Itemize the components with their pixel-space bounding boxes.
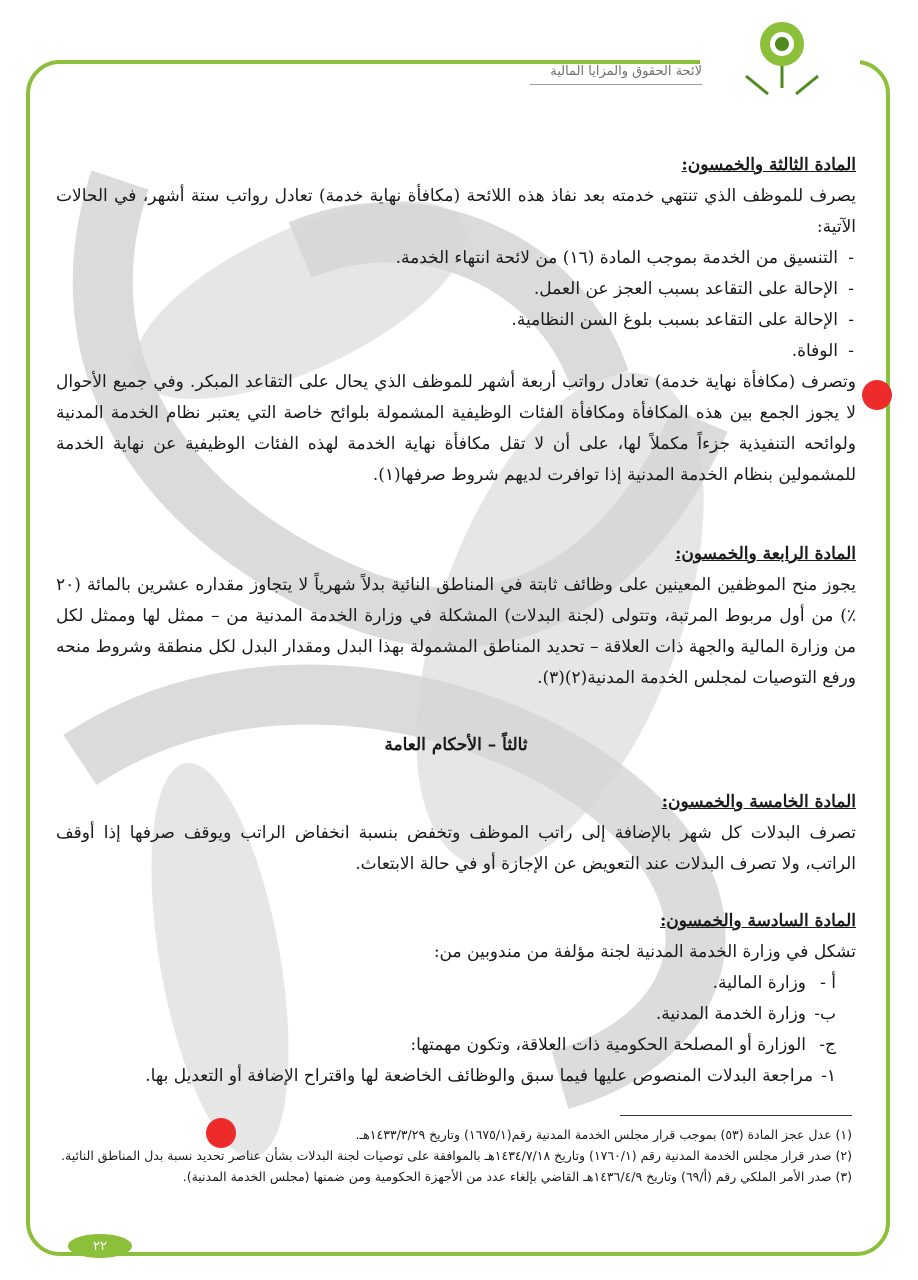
footnote-2: (٢) صدر قرار مجلس الخدمة المدنية رقم (١٧٦٠/١) وتاريخ ١٤٣٤/٧/١٨هـ بالموافقة على توصيات لجنة البدلات بشأن عناصر تحديد نسبة بدل المناطق النائية. (61, 1148, 852, 1163)
article-53-list (56, 243, 856, 367)
list-text: الوزارة أو المصلحة الحكومية ذات العلاقة، وتكون مهمتها: (410, 1035, 806, 1055)
article-56-tasks (56, 1061, 856, 1092)
article-56-heading: المادة السادسة والخمسون: (659, 911, 856, 931)
list-label: ١- (821, 1066, 836, 1086)
article-53-heading: المادة الثالثة والخمسون: (681, 155, 856, 175)
list-label: أ - (820, 973, 836, 993)
article-54-heading: المادة الرابعة والخمسون: (675, 544, 856, 564)
document-body (56, 150, 856, 1092)
article-53-paragraph-2: وتصرف (مكافأة نهاية خدمة) تعادل رواتب أربعة أشهر للموظف الذي يحال على التقاعد المبكر. وفي جميع الأحوال لا يجوز الجمع بين هذه المكافأة ومكافأة الفئات الوظيفية المشمولة بلوائح خاصة التي يعتبر نظام الخدمة المدنية ولوائحه التنفيذية جزءاً مكملاً لها، على أن لا تقل مكافأة نهاية الخدمة لهذه الفئات الوظيفية عن نهاية الخدمة للمشمولين بنظام الخدمة المدنية إذا توافرت لديهم شروط صرفها(١). (56, 372, 856, 485)
list-text: وزارة الخدمة المدنية. (655, 1004, 806, 1024)
list-item: - التنسيق من الخدمة بموجب المادة (١٦) من لائحة انتهاء الخدمة. (56, 243, 856, 274)
article-54-text: يجوز منح الموظفين المعينين على وظائف ثابتة في المناطق النائية بدلاً شهرياً لا يتجاوز مقداره عشرين بالمائة (٢٠ ٪) من أول مربوط المرتبة، وتتولى (لجنة البدلات) المشكلة في وزارة الخدمة المدنية من – ممثل لها وممثل لكل من وزارة المالية والجهة ذات العلاقة – تحديد المناطق المشمولة بهذا البدل ومقدار البدل لكل منطقة وشروط منحه ورفع التوصيات لمجلس الخدمة المدنية(٢)(٣). (56, 575, 856, 688)
header-title: لائحة الحقوق والمزايا المالية (550, 64, 702, 79)
list-item (56, 968, 836, 999)
list-item: - الإحالة على التقاعد بسبب العجز عن العمل. (56, 274, 856, 305)
section-title: ثالثاً – الأحكام العامة (384, 735, 528, 755)
palm-logo-icon (716, 14, 848, 110)
list-text: وزارة المالية. (712, 973, 806, 993)
list-text: مراجعة البدلات المنصوص عليها فيما سبق والوظائف الخاضعة لها واقتراح الإضافة أو التعديل بها. (145, 1066, 814, 1086)
spacer (56, 880, 856, 906)
footnote-rule (620, 1115, 852, 1116)
list-item (56, 1061, 836, 1092)
article-53-intro: يصرف للموظف الذي تنتهي خدمته بعد نفاذ هذه اللائحة (مكافأة نهاية خدمة) تعادل رواتب ستة أشهر، في الحالات الآتية: (56, 186, 856, 237)
spacer (56, 694, 856, 730)
list-item: - الإحالة على التقاعد بسبب بلوغ السن النظامية. (56, 305, 856, 336)
list-label: ب- (814, 1004, 836, 1024)
article-56-members (56, 968, 856, 1061)
footnote-1: (١) عدل عجز المادة (٥٣) بموجب قرار مجلس الخدمة المدنية رقم(١٦٧٥/١) وتاريخ ١٤٣٣/٣/٢٩هـ. (355, 1127, 852, 1142)
list-label: ج- (819, 1035, 836, 1055)
footnotes (60, 1124, 852, 1187)
red-marker-dot (862, 380, 892, 410)
list-item: - الوفاة. (56, 336, 856, 367)
article-55-heading: المادة الخامسة والخمسون: (661, 792, 856, 812)
spacer (56, 491, 856, 539)
red-marker-dot (206, 1118, 236, 1148)
list-item (56, 1030, 836, 1061)
page-number: ٢٢ (68, 1234, 132, 1258)
article-56-intro: تشكل في وزارة الخدمة المدنية لجنة مؤلفة من مندوبين من: (433, 942, 856, 962)
article-55-text: تصرف البدلات كل شهر بالإضافة إلى راتب الموظف وتخفض بنسبة انخفاض الراتب ويوقف صرفها إذا أوقف الراتب، ولا تصرف البدلات عند التعويض عن الإجازة أو في حالة الابتعاث. (56, 823, 856, 874)
list-item (56, 999, 836, 1030)
footnote-3: (٣) صدر الأمر الملكي رقم (أ/٦٩) وتاريخ ١٤٣٦/٤/٩هـ القاضي بإلغاء عدد من الأجهزة الحكومية ومن ضمنها (مجلس الخدمة المدنية). (182, 1169, 852, 1184)
spacer (56, 761, 856, 787)
header-rule (530, 84, 702, 85)
